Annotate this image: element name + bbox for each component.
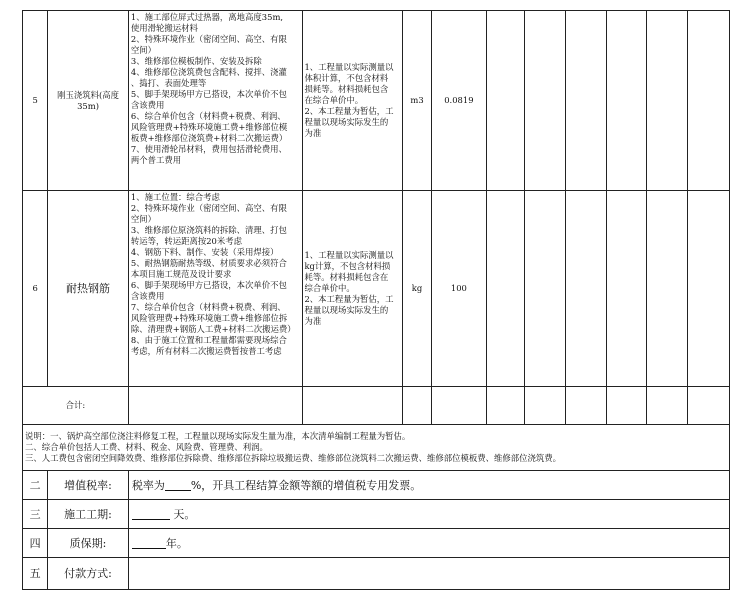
item-name: 耐热钢筋 (48, 191, 129, 387)
term-row-duration (23, 500, 730, 529)
empty-cell (524, 191, 566, 387)
note-line: 三、人工费包含密闭空间降效费、维修部位拆除费、维修部位拆除垃圾搬运费、维修部位浇筑料二次搬运费、维修部位模板费、维修部位浇筑费。 (25, 453, 561, 463)
empty-cell (646, 11, 688, 191)
empty-cell (486, 191, 524, 387)
notes (23, 425, 730, 471)
empty-cell (606, 191, 646, 387)
item-name: 刚玉浇筑料(高度 35m) (48, 11, 129, 191)
empty-cell (566, 387, 607, 425)
empty-cell (688, 191, 730, 387)
term-value: 天。 (128, 500, 729, 529)
empty-cell (303, 387, 403, 425)
table-row (23, 191, 730, 387)
item-number: 6 (23, 191, 48, 387)
term-row-warranty (23, 529, 730, 558)
term-label: 质保期: (48, 529, 129, 558)
note-line: 说明：一、锅炉高空部位浇注料修复工程，工程量以现场实际发生量为准，本次清单编制工程量为暂估。 (25, 431, 411, 441)
vat-rate-blank[interactable] (165, 479, 191, 491)
term-label: 付款方式: (48, 558, 129, 590)
quotation-table (22, 10, 730, 590)
empty-cell (688, 387, 730, 425)
term-number: 三 (23, 500, 48, 529)
empty-cell (566, 11, 607, 191)
empty-cell (688, 11, 730, 191)
empty-cell (486, 387, 524, 425)
item-quantity: 0.0819 (432, 11, 487, 191)
empty-cell (128, 387, 303, 425)
term-number: 二 (23, 471, 48, 500)
total-row (23, 387, 730, 425)
item-measurement-rules: 1、工程量以实际测量以 体积计算，不包含材料 损耗等。材料损耗包含 在综合单价中。 2、本工程量为暂估，工 程量以现场实际发生的 为准 (303, 11, 403, 191)
empty-cell (524, 387, 566, 425)
item-number: 5 (23, 11, 48, 191)
empty-cell (606, 11, 646, 191)
term-value: 税率为 %，开具工程结算金额等额的增值税专用发票。 (128, 471, 729, 500)
empty-cell (432, 387, 487, 425)
table-row (23, 11, 730, 191)
term-row-vat (23, 471, 730, 500)
empty-cell (646, 387, 688, 425)
empty-cell (486, 11, 524, 191)
item-measurement-rules: 1、工程量以实际测量以 kg计算，不包含材料损 耗等。材料损耗包含在 综合单价中。 2、本工程量为暂估，工 程量以现场实际发生的 为准 (303, 191, 403, 387)
item-unit: m3 (402, 11, 431, 191)
total-label: 合计: (23, 387, 129, 425)
empty-cell (524, 11, 566, 191)
duration-blank[interactable] (132, 508, 170, 520)
term-row-payment (23, 558, 730, 590)
item-quantity: 100 (432, 191, 487, 387)
term-number: 四 (23, 529, 48, 558)
term-number: 五 (23, 558, 48, 590)
term-label: 施工工期: (48, 500, 129, 529)
warranty-blank[interactable] (132, 537, 166, 549)
notes-row (23, 425, 730, 471)
term-value: 年。 (128, 529, 729, 558)
empty-cell (402, 387, 431, 425)
term-label: 增值税率: (48, 471, 129, 500)
empty-cell (646, 191, 688, 387)
item-unit: kg (402, 191, 431, 387)
item-description: 1、施工位置：综合考虑 2、特殊环境作业（密闭空间、高空、有限 空间） 3、维修部位原浇筑料的拆除、清理、打包 转运等，转运距离按20米考虑 4、钢筋下料、制作、安装（采用焊接） 5、耐热钢筋耐热等级、材质要求必须符合 本项目施工规范及设计要求 6、脚手架现场甲方已搭设，本次单价不包 含该费用 7、综合单价包含（材料费+税费、利润、 风险管理费+特殊环境施工费+维修部位拆 除、清理费+钢筋人工费+材料二次搬运费） 8、由于施工位置和工程量都需要现场综合 考虑，所有材料二次搬运费暂按普工考虑 (128, 191, 303, 387)
empty-cell (566, 191, 607, 387)
note-line: 二、综合单价包括人工费、材料、税金、风险费、管理费、利润。 (25, 442, 268, 452)
empty-cell (606, 387, 646, 425)
term-value (128, 558, 729, 590)
item-description: 1、施工部位屏式过热器，离地高度35m, 使用滑轮搬运材料 2、特殊环境作业（密闭空间、高空、有限 空间） 3、维修部位模板制作、安装及拆除 4、维修部位浇筑费包含配料、搅拌、浇灌 、捣打、表面处理等 5、脚手架现场甲方已搭设，本次单价不包 含该费用 6、综合单价包含（材料费+税费、利润、 风险管理费+特殊环境施工费+维修部位模 板费+维修部位浇筑费+材料二次搬运费） 7、使用滑轮吊材料，费用包括滑轮费用、 两个普工费用 (128, 11, 303, 191)
